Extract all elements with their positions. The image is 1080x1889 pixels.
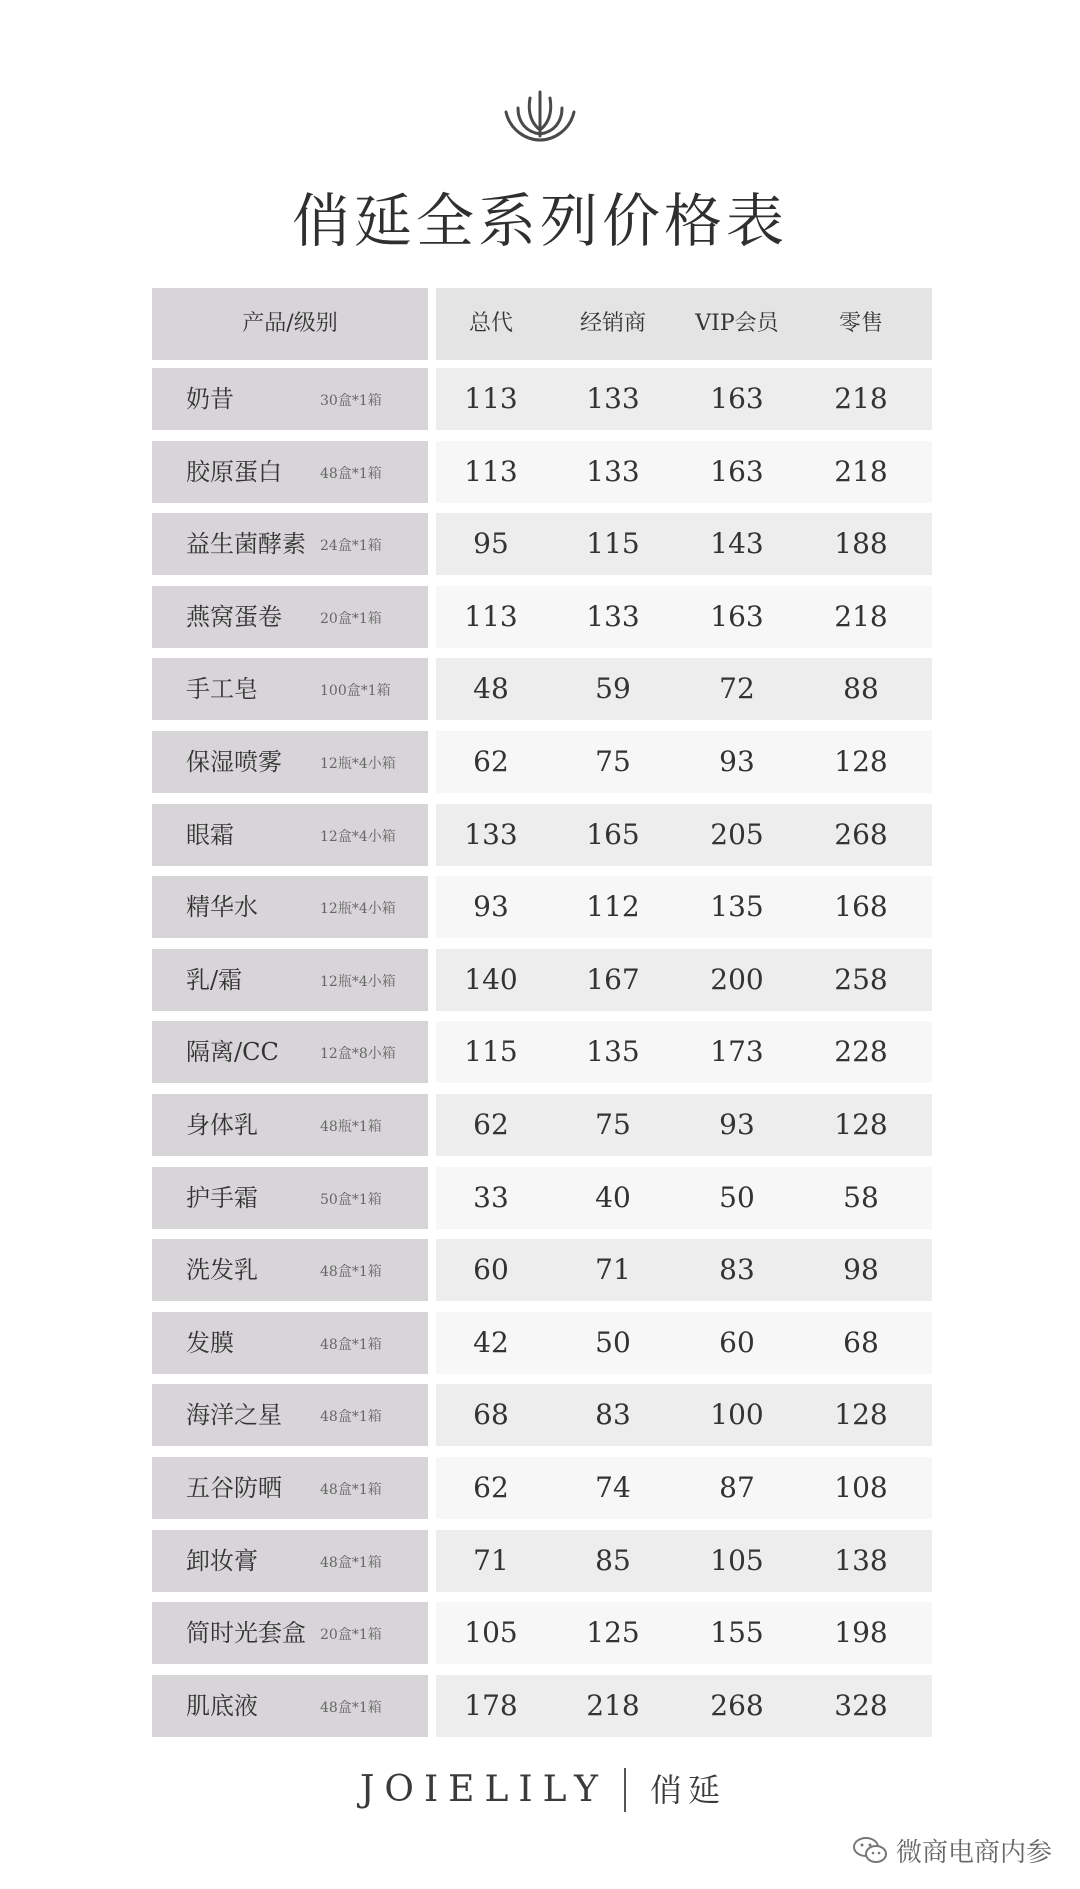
product-pack: 12盒*4小箱	[320, 828, 396, 845]
product-name: 身体乳	[186, 1111, 258, 1139]
price-retail: 68	[843, 1325, 879, 1359]
table-row	[152, 441, 932, 503]
product-name: 肌底液	[186, 1691, 258, 1720]
price-general-agent: 33	[473, 1180, 509, 1214]
price-distributor: 50	[595, 1325, 631, 1359]
product-cell	[152, 658, 428, 720]
price-distributor: 85	[595, 1543, 631, 1577]
brand-divider	[624, 1768, 626, 1812]
price-general-agent: 113	[464, 599, 518, 633]
price-retail: 198	[834, 1616, 888, 1650]
price-cell	[436, 1675, 932, 1737]
price-general-agent: 178	[464, 1688, 518, 1722]
price-distributor: 59	[595, 672, 631, 706]
product-cell	[152, 513, 428, 575]
price-cell	[436, 1094, 932, 1156]
price-cell	[436, 1384, 932, 1446]
table-row	[152, 1530, 932, 1592]
price-vip: 100	[710, 1398, 764, 1432]
product-pack: 24盒*1箱	[320, 538, 382, 555]
table-row	[152, 804, 932, 866]
price-retail: 88	[843, 672, 879, 706]
price-retail: 98	[843, 1253, 879, 1287]
product-name: 隔离/CC	[186, 1038, 279, 1067]
price-vip: 143	[710, 527, 764, 561]
product-name: 护手霜	[186, 1183, 258, 1212]
price-cell	[436, 441, 932, 503]
price-distributor: 83	[595, 1398, 631, 1432]
product-cell	[152, 586, 428, 648]
product-pack: 48盒*1箱	[320, 465, 382, 482]
price-distributor: 167	[586, 962, 640, 996]
price-vip: 268	[710, 1688, 764, 1722]
price-vip: 135	[710, 890, 764, 924]
product-cell	[152, 1602, 428, 1664]
price-vip: 60	[719, 1325, 755, 1359]
product-name: 乳/霜	[186, 965, 243, 994]
product-name: 燕窝蛋卷	[186, 602, 282, 631]
price-general-agent: 62	[473, 1471, 509, 1504]
price-cell	[436, 368, 932, 430]
price-general-agent: 113	[464, 454, 518, 488]
price-cell	[436, 1239, 932, 1301]
price-vip: 93	[719, 745, 755, 778]
price-retail: 138	[834, 1543, 888, 1577]
product-name: 奶昔	[186, 385, 234, 413]
price-distributor: 125	[586, 1616, 640, 1650]
price-general-agent: 62	[473, 745, 509, 778]
price-vip: 163	[710, 382, 764, 415]
product-pack: 12瓶*4小箱	[320, 901, 396, 918]
table-row	[152, 1021, 932, 1083]
table-row	[152, 368, 932, 430]
header-product-label: 产品/级别	[242, 311, 338, 336]
product-cell	[152, 1384, 428, 1446]
price-distributor: 75	[595, 745, 631, 778]
table-row	[152, 731, 932, 793]
price-distributor: 115	[586, 527, 640, 561]
price-vip: 87	[719, 1471, 755, 1504]
price-distributor: 71	[595, 1253, 631, 1287]
product-cell	[152, 441, 428, 503]
price-retail: 58	[843, 1180, 879, 1214]
price-general-agent: 42	[473, 1325, 509, 1359]
product-cell	[152, 1167, 428, 1229]
price-cell	[436, 949, 932, 1011]
table-row	[152, 1457, 932, 1519]
price-general-agent: 105	[464, 1616, 518, 1650]
header-col-distributor: 经销商	[579, 311, 646, 336]
product-name: 简时光套盒	[186, 1619, 306, 1648]
price-general-agent: 48	[473, 672, 509, 706]
header-col-vip: VIP会员	[695, 311, 779, 336]
product-pack: 48盒*1箱	[320, 1409, 382, 1426]
table-row	[152, 876, 932, 938]
table-row	[152, 658, 932, 720]
product-name: 胶原蛋白	[186, 457, 282, 486]
table-row	[152, 1384, 932, 1446]
price-general-agent: 133	[464, 817, 518, 851]
brand-footer	[0, 1766, 1080, 1814]
product-name: 卸妆膏	[186, 1546, 258, 1575]
product-pack: 12瓶*4小箱	[320, 973, 396, 990]
price-distributor: 135	[586, 1035, 640, 1069]
product-cell	[152, 1530, 428, 1592]
price-cell	[436, 1021, 932, 1083]
product-name: 益生菌酵素	[186, 530, 306, 559]
watermark-text: 微商电商内参	[895, 1837, 1052, 1868]
table-header	[152, 288, 932, 360]
table-row	[152, 586, 932, 648]
brand-name-en: JOIELILY	[360, 1769, 608, 1810]
price-distributor: 165	[586, 817, 640, 851]
product-pack: 100盒*1箱	[320, 683, 391, 700]
price-retail: 188	[834, 527, 888, 561]
product-pack: 48盒*1箱	[320, 1264, 382, 1281]
table-row	[152, 1675, 932, 1737]
product-cell	[152, 368, 428, 430]
product-cell	[152, 1021, 428, 1083]
price-vip: 173	[710, 1035, 764, 1069]
product-pack: 48盒*1箱	[320, 1699, 382, 1716]
product-cell	[152, 1675, 428, 1737]
price-general-agent: 95	[473, 527, 509, 561]
product-cell	[152, 1094, 428, 1156]
brand-name-cn: 俏延	[650, 1771, 727, 1809]
price-vip: 205	[710, 817, 764, 851]
product-name: 精华水	[186, 893, 258, 922]
product-pack: 48盒*1箱	[320, 1482, 382, 1498]
price-retail: 168	[834, 890, 888, 924]
price-distributor: 74	[595, 1471, 631, 1504]
product-pack: 20盒*1箱	[320, 610, 382, 627]
price-retail: 128	[834, 745, 888, 778]
price-distributor: 133	[586, 454, 640, 488]
page-title: 俏延全系列价格表	[291, 187, 788, 255]
price-general-agent: 68	[473, 1398, 509, 1432]
price-vip: 200	[710, 962, 764, 996]
price-vip: 163	[710, 599, 764, 633]
price-vip: 50	[719, 1180, 755, 1214]
product-cell	[152, 804, 428, 866]
price-general-agent: 93	[473, 890, 509, 924]
price-cell	[436, 1457, 932, 1519]
price-retail: 108	[834, 1471, 888, 1504]
header-product-cell	[152, 288, 428, 360]
price-general-agent: 62	[473, 1108, 509, 1141]
product-pack: 30盒*1箱	[320, 393, 382, 409]
product-cell	[152, 731, 428, 793]
product-cell	[152, 949, 428, 1011]
price-general-agent: 71	[473, 1543, 509, 1577]
price-vip: 83	[719, 1253, 755, 1287]
price-general-agent: 115	[464, 1035, 518, 1069]
table-row	[152, 949, 932, 1011]
price-retail: 128	[834, 1108, 888, 1141]
price-retail: 268	[834, 817, 888, 851]
price-retail: 228	[834, 1035, 888, 1069]
price-general-agent: 60	[473, 1253, 509, 1287]
price-retail: 218	[834, 454, 888, 488]
price-cell	[436, 731, 932, 793]
product-cell	[152, 1239, 428, 1301]
product-name: 海洋之星	[186, 1401, 282, 1430]
price-general-agent: 140	[464, 962, 518, 996]
product-cell	[152, 876, 428, 938]
price-distributor: 218	[586, 1688, 640, 1722]
price-cell	[436, 1530, 932, 1592]
table-row	[152, 513, 932, 575]
wechat-icon	[852, 1835, 888, 1865]
table-row	[152, 1602, 932, 1664]
price-retail: 258	[834, 962, 888, 996]
price-distributor: 112	[586, 890, 640, 924]
product-name: 手工皂	[186, 675, 258, 704]
product-name: 眼霜	[186, 820, 234, 849]
table-row	[152, 1239, 932, 1301]
product-pack: 50盒*1箱	[320, 1191, 382, 1208]
price-retail: 128	[834, 1398, 888, 1432]
product-name: 保湿喷雾	[186, 748, 282, 776]
price-cell	[436, 658, 932, 720]
wechat-watermark	[852, 1830, 1052, 1870]
price-general-agent: 113	[464, 382, 518, 415]
product-pack: 48盒*1箱	[320, 1336, 382, 1353]
price-distributor: 133	[586, 599, 640, 633]
product-pack: 48瓶*1箱	[320, 1119, 382, 1135]
price-retail: 328	[834, 1688, 888, 1722]
product-pack: 12盒*8小箱	[320, 1046, 396, 1063]
table-row	[152, 1167, 932, 1229]
price-cell	[436, 586, 932, 648]
price-cell	[436, 1167, 932, 1229]
price-retail: 218	[834, 382, 888, 415]
price-vip: 105	[710, 1543, 764, 1577]
price-cell	[436, 804, 932, 866]
table-row	[152, 1312, 932, 1374]
lily-logo-icon	[500, 82, 580, 142]
header-price-cell	[436, 288, 932, 360]
product-pack: 20盒*1箱	[320, 1627, 382, 1644]
table-row	[152, 1094, 932, 1156]
product-name: 洗发乳	[186, 1256, 258, 1285]
price-cell	[436, 876, 932, 938]
product-cell	[152, 1457, 428, 1519]
header-col-retail: 零售	[838, 311, 883, 336]
price-vip: 163	[710, 454, 764, 488]
price-distributor: 40	[595, 1180, 631, 1214]
product-name: 发膜	[186, 1328, 234, 1357]
product-pack: 12瓶*4小箱	[320, 756, 396, 772]
price-distributor: 75	[595, 1108, 631, 1141]
header-col-general-agent: 总代	[468, 311, 513, 336]
product-pack: 48盒*1箱	[320, 1554, 382, 1571]
price-distributor: 133	[586, 382, 640, 415]
price-cell	[436, 513, 932, 575]
price-cell	[436, 1312, 932, 1374]
price-vip: 155	[710, 1616, 764, 1650]
price-retail: 218	[834, 599, 888, 633]
price-vip: 93	[719, 1108, 755, 1141]
price-vip: 72	[719, 672, 755, 706]
product-cell	[152, 1312, 428, 1374]
price-cell	[436, 1602, 932, 1664]
product-name: 五谷防晒	[186, 1474, 282, 1502]
